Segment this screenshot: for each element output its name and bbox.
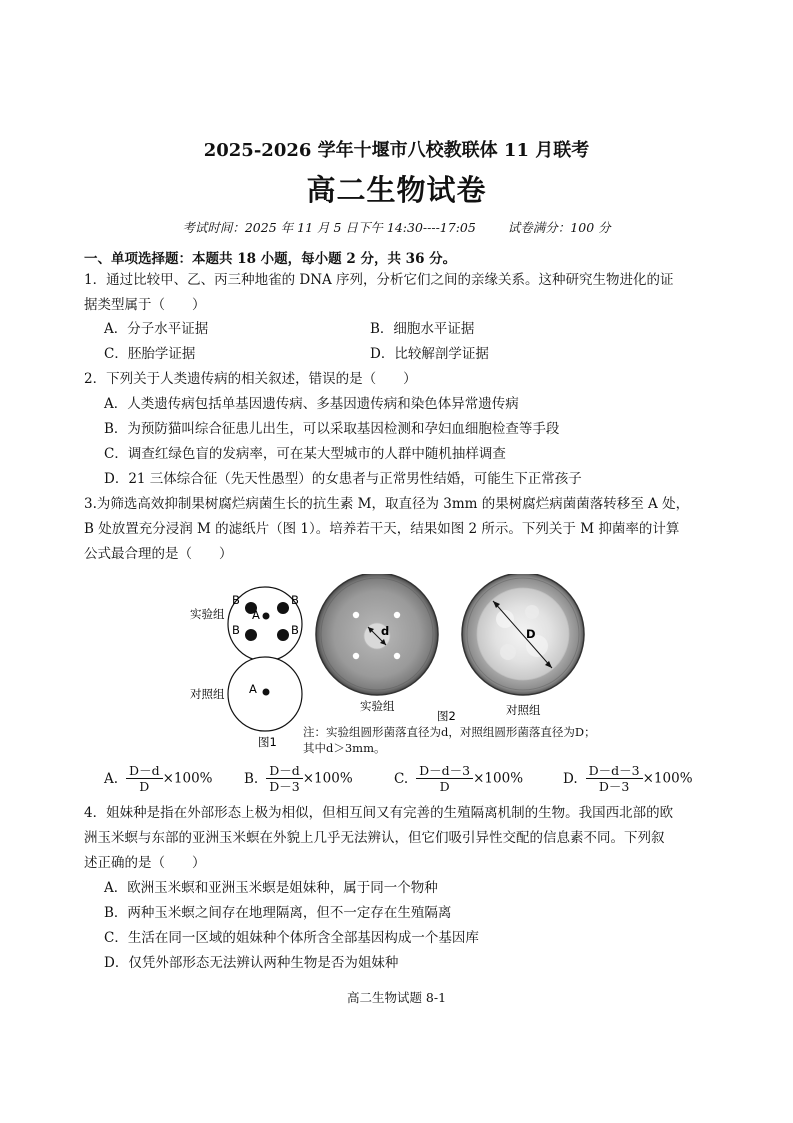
q3-option-d-numerator: D－d－3 [586, 763, 643, 779]
fig2-filter-paper-3 [353, 653, 359, 659]
fig2-experimental-caption: 实验组 [360, 699, 395, 713]
q3-option-b-label: B. [244, 770, 259, 787]
q2-option-a: A．人类遗传病包括单基因遗传病、多基因遗传病和染色体异常遗传病 [104, 396, 519, 412]
q3-option-a-label: A. [104, 770, 119, 787]
fig1-control-colony-a [263, 689, 270, 696]
q3-option-d-fraction [586, 763, 643, 794]
fig2-label-big-d: D [526, 627, 536, 641]
fig1-label-a: A [252, 608, 260, 622]
fig1-filter-paper-b2 [277, 602, 289, 614]
q3-option-a-suffix: ×100% [162, 770, 213, 787]
q4-stem-line3: 述正确的是（ ） [84, 855, 206, 871]
q4-option-b: B．两种玉米螟之间存在地理隔离，但不一定存在生殖隔离 [104, 905, 452, 921]
q3-option-a-denominator: D [139, 779, 150, 794]
fig2-label-d: d [381, 624, 390, 638]
fig1-filter-paper-b3 [245, 629, 257, 641]
q3-option-c-numerator: D－d－3 [416, 763, 473, 779]
q1-option-c: C．胚胎学证据 [104, 346, 196, 362]
q3-option-c-suffix: ×100% [473, 770, 524, 787]
q3-stem-line1: 3.为筛选高效抑制果树腐烂病菌生长的抗生素 M，取直径为 3mm 的果树腐烂病菌菌落转移至 A 处， [84, 496, 690, 512]
fig2-filter-paper-4 [394, 653, 400, 659]
fig2-control-colony [477, 588, 569, 680]
q3-option-d-suffix: ×100% [642, 770, 693, 787]
exam-meta [0, 218, 793, 236]
q1-stem-line2: 据类型属于（ ） [84, 297, 206, 313]
q3-option-b-fraction [266, 763, 303, 794]
q3-option-d-label: D. [563, 770, 578, 787]
q1-option-b: B．细胞水平证据 [370, 321, 475, 337]
fig1-filter-paper-b4 [277, 629, 289, 641]
q3-option-b-denominator: D－3 [269, 779, 300, 794]
q3-option-b [244, 763, 353, 794]
exam-time: 考试时间：2025 年 11 月 5 日下午 14:30----17:05 [182, 220, 476, 235]
fig1-label-b4: B [291, 623, 299, 637]
fig2-control-caption: 对照组 [506, 703, 541, 717]
exam-series-title: 2025-2026 学年十堰市八校教联体 11 月联考 [203, 140, 590, 161]
q4-stem-line2: 洲玉米螟与东部的亚洲玉米螟在外貌上几乎无法辨认，但它们吸引异性交配的信息素不同。下列叙 [84, 830, 665, 846]
fig2-caption: 图2 [437, 709, 456, 723]
fig1-label-control: 对照组 [190, 687, 225, 701]
q2-stem: 2．下列关于人类遗传病的相关叙述，错误的是（ ） [84, 371, 417, 387]
q3-option-b-suffix: ×100% [302, 770, 353, 787]
q4-option-c: C．生活在同一区域的姐妹种个体所含全部基因构成一个基因库 [104, 930, 479, 946]
q1-option-a: A．分子水平证据 [104, 321, 209, 337]
q1-stem-line1: 1．通过比较甲、乙、丙三种地雀的 DNA 序列，分析它们之间的亲缘关系。这种研究生物进化的证 [84, 272, 674, 288]
fig1-label-experimental: 实验组 [190, 607, 225, 621]
fig2-filter-paper-1 [353, 612, 359, 618]
section-heading: 一、单项选择题：本题共 18 小题，每小题 2 分，共 36 分。 [84, 251, 457, 267]
fig1-colony-a [263, 613, 270, 620]
fig1-label-b1: B [232, 593, 240, 607]
fig1-label-b3: B [232, 623, 240, 637]
q3-stem-line3: 公式最合理的是（ ） [84, 546, 233, 562]
page-footer: 高二生物试题 8-1 [346, 990, 447, 1005]
exam-subject-title: 高二生物试卷 [306, 173, 487, 207]
q3-option-d [563, 763, 693, 794]
q4-option-a: A．欧洲玉米螟和亚洲玉米螟是姐妹种，属于同一个物种 [104, 880, 438, 896]
q3-option-a-fraction [126, 763, 163, 794]
fig2-filter-paper-2 [394, 612, 400, 618]
q3-option-a-numerator: D－d [126, 763, 163, 779]
q4-option-d: D．仅凭外部形态无法辨认两种生物是否为姐妹种 [104, 955, 399, 971]
q4-stem-line1: 4．姐妹种是指在外部形态上极为相似，但相互间又有完善的生殖隔离机制的生物。我国西北部的欧 [84, 805, 674, 821]
q3-option-c-fraction [416, 763, 473, 794]
q2-option-d: D．21 三体综合征（先天性愚型）的女患者与正常男性结婚，可能生下正常孩子 [104, 471, 582, 487]
fig1-control-label-a: A [249, 682, 257, 696]
full-score: 试卷满分：100 分 [507, 220, 611, 235]
q3-option-d-denominator: D－3 [598, 779, 630, 794]
q3-option-a [104, 763, 213, 794]
q3-figure-note-line2: 其中d＞3mm。 [303, 741, 386, 755]
q1-option-d: D．比较解剖学证据 [370, 346, 489, 362]
fig1-label-b2: B [291, 593, 299, 607]
q3-option-c-label: C. [394, 770, 409, 787]
q3-option-b-numerator: D－d [266, 763, 303, 779]
q2-option-b: B．为预防猫叫综合征患儿出生，可以采取基因检测和孕妇血细胞检查等手段 [104, 421, 560, 437]
q3-stem-line2: B 处放置充分浸润 M 的滤纸片（图 1）。培养若干天，结果如图 2 所示。下列关于 M 抑菌率的计算 [84, 521, 680, 537]
q3-figure-note-line1: 注：实验组圆形菌落直径为d，对照组圆形菌落直径为D； [303, 725, 596, 739]
q3-option-c [394, 763, 523, 794]
fig1-caption: 图1 [258, 735, 277, 749]
q2-option-c: C．调查红绿色盲的发病率，可在某大型城市的人群中随机抽样调查 [104, 446, 506, 462]
q3-option-c-denominator: D [439, 779, 450, 794]
